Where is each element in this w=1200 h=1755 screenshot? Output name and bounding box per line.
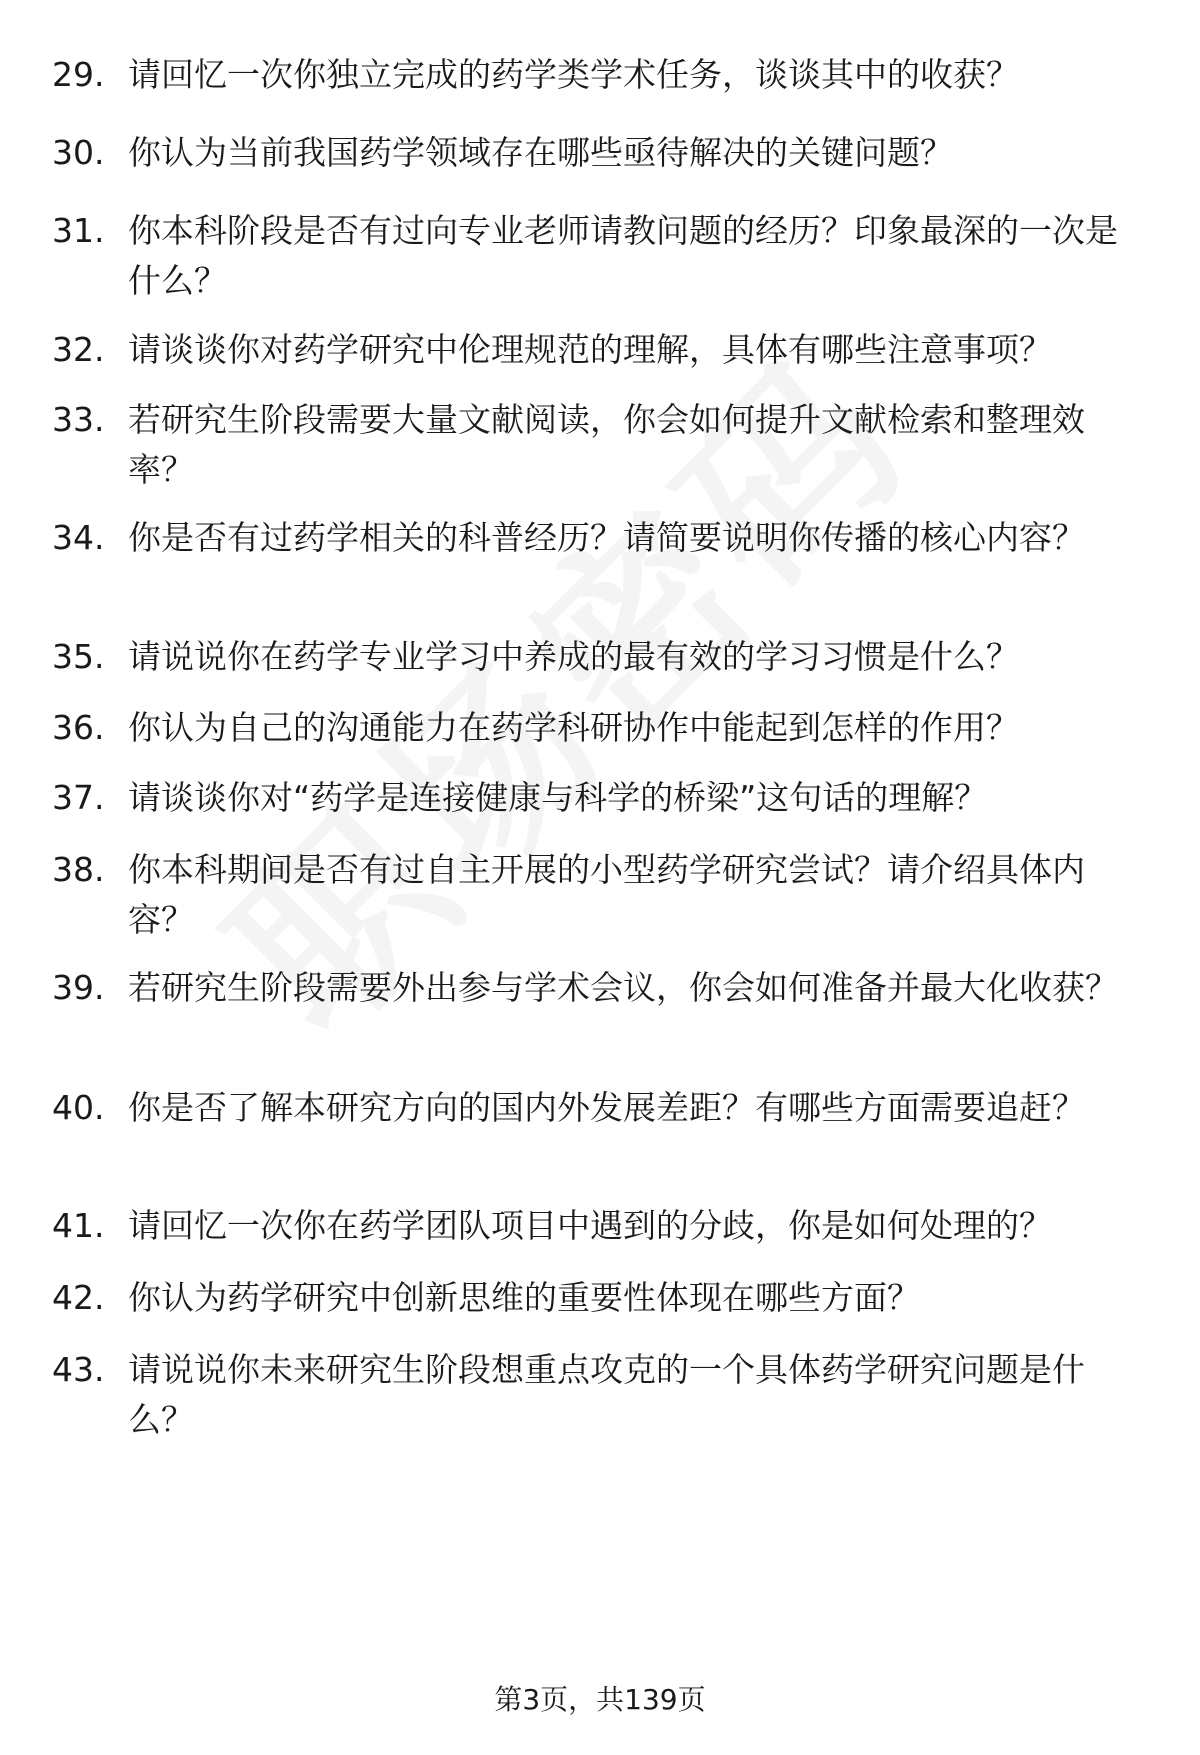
page-number-label: 第3页，共139页 [494, 1683, 706, 1716]
question-number: 41. [52, 1206, 105, 1245]
question-text: 请回忆一次你在药学团队项目中遇到的分歧，你是如何处理的？ [128, 1206, 1052, 1245]
question-text: 你认为药学研究中创新思维的重要性体现在哪些方面？ [128, 1278, 920, 1317]
page-footer [0, 1680, 1200, 1720]
question-text: 你是否了解本研究方向的国内外发展差距？有哪些方面需要追赶？ [128, 1088, 1085, 1127]
question-text: 请谈谈你对药学研究中伦理规范的理解，具体有哪些注意事项？ [128, 330, 1052, 369]
question-number: 42. [52, 1278, 105, 1317]
question-text: 若研究生阶段需要大量文献阅读，你会如何提升文献检索和整理效率？ [128, 400, 1085, 489]
question-number: 30. [52, 133, 105, 172]
question-text: 你认为当前我国药学领域存在哪些亟待解决的关键问题？ [128, 133, 953, 172]
question-number: 43. [52, 1350, 105, 1389]
question-number: 36. [52, 708, 105, 747]
question-text: 你认为自己的沟通能力在药学科研协作中能起到怎样的作用？ [128, 708, 1019, 747]
question-text: 你是否有过药学相关的科普经历？请简要说明你传播的核心内容？ [128, 518, 1085, 557]
question-number: 39. [52, 968, 105, 1007]
question-text: 请回忆一次你独立完成的药学类学术任务，谈谈其中的收获？ [128, 55, 1019, 94]
question-number: 40. [52, 1088, 105, 1127]
question-number: 31. [52, 211, 105, 250]
question-number: 33. [52, 400, 105, 439]
question-number: 35. [52, 637, 105, 676]
question-text: 你本科期间是否有过自主开展的小型药学研究尝试？请介绍具体内容？ [128, 850, 1085, 939]
question-text: 请谈谈你对“药学是连接健康与科学的桥梁”这句话的理解？ [128, 778, 988, 817]
question-text: 请说说你未来研究生阶段想重点攻克的一个具体药学研究问题是什么？ [128, 1350, 1085, 1439]
question-number: 34. [52, 518, 105, 557]
question-number: 37. [52, 778, 105, 817]
question-text: 若研究生阶段需要外出参与学术会议，你会如何准备并最大化收获？ [128, 968, 1118, 1007]
question-text: 你本科阶段是否有过向专业老师请教问题的经历？印象最深的一次是什么？ [128, 211, 1118, 300]
question-text: 请说说你在药学专业学习中养成的最有效的学习习惯是什么？ [128, 637, 1019, 676]
question-number: 38. [52, 850, 105, 889]
question-number: 32. [52, 330, 105, 369]
question-number: 29. [52, 55, 105, 94]
